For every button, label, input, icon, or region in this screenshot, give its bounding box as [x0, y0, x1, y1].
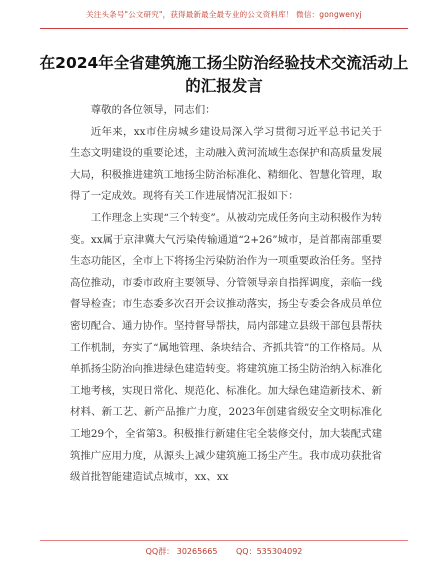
footer-qq: QQ：535304092 [236, 547, 303, 556]
footer-divider [40, 540, 408, 541]
salutation: 尊敬的各位领导，同志们： [90, 104, 216, 116]
header-note: 关注头条号"公文研究"，获得最新最全最专业的公文资料库！ 微信：gongwenyj [86, 10, 362, 19]
document-title: 在2024年全省建筑施工扬尘防治经验技术交流活动上的汇报发言 [39, 54, 409, 95]
paragraph-1: 近年来，xx市住房城乡建设局深入学习贯彻习近平总书记关于生态文明建设的重要论述，主动融入黄河流域生态保护和高质量发展大局，积极推进建筑工地扬尘防治标准化、精细化、智慧化管理，取得了一定成效。现将有关工作进展情况汇报如下： [70, 125, 382, 203]
footer [0, 546, 448, 557]
header-divider [40, 28, 408, 29]
document-body [70, 100, 382, 489]
paragraph-2: 工作理念上实现“三个转变”。从被动完成任务向主动积极作为转变。xx属于京津冀大气污染传输通道“2+26”城市，是首都南部重要生态功能区，全市上下将扬尘污染防治作为一项重要政治任务。坚持高位推动，市委市政府主要领导、分管领导亲自指挥调度，亲临一线督导检查；市生态委多次召开会议推动落实，扬尘专委会各成员单位密切配合、通力协作。坚持督导帮扶，局内部建立县级干部包县帮扶工作机制，夯实了“属地管理、条块结合、齐抓共管”的工作格局。从单抓扬尘防治向推进绿色建造转变。将建筑施工扬尘防治纳入标准化工地考核，实现日常化、规范化、标准化。加大绿色建造新技术、新材料、新工艺、新产品推广力度，2023年创建省级安全文明标准化工地29个，全省第3。积极推行新建住宅全装修交付，加大装配式建筑推广应用力度，从源头上减少建筑施工扬尘产生。我市成功获批省级首批智能建造试点城市，xx、xx [70, 211, 382, 484]
footer-qq-group: QQ群： 30265665 [145, 547, 218, 556]
